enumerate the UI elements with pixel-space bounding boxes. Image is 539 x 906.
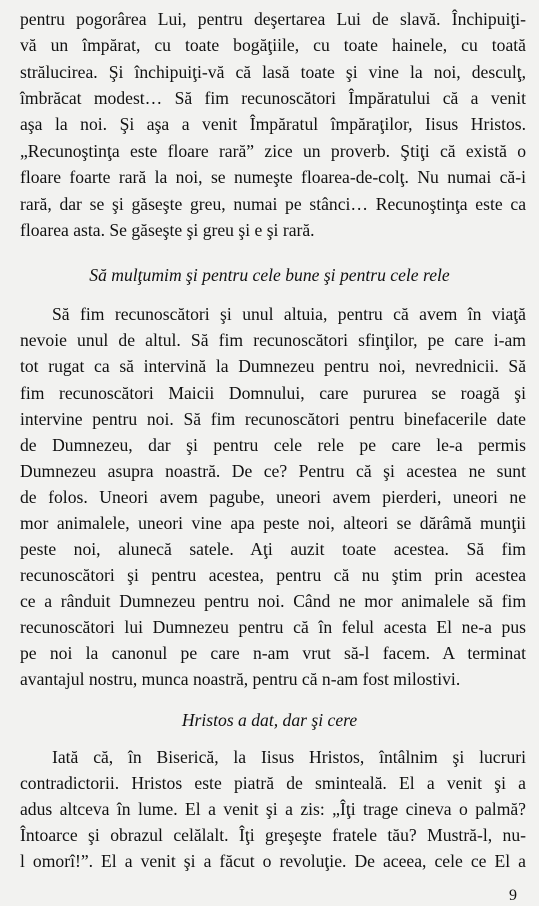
text-line: îmbrăcat modest… Să fim recunoscători Împăratului că a venit [20, 88, 526, 108]
text-line: floarea asta. Se găseşte şi greu şi e şi rară. [20, 220, 315, 240]
text-line: floare foarte rară la noi, se numeşte floarea-de-colţ. Nu numai că-i [20, 167, 526, 187]
text-line: intervine pentru noi. Să fim recunoscători pentru binefacerile date [20, 409, 526, 429]
section-heading: Hristos a dat, dar şi cere [181, 710, 358, 730]
section-heading: Să mulţumim şi pentru cele bune şi pentru cele rele [89, 265, 450, 285]
text-line: mor animalele, uneori vine apa peste noi, alteori se dărâmă munţii [20, 513, 526, 533]
text-line: adus altceva în lume. El a venit şi a zis: „Îţi trage cineva o palmă? [20, 799, 526, 819]
text-line: tot rugat ca să intervină la Dumnezeu pentru noi, nevrednicii. Să [20, 356, 526, 376]
text-line: Să fim recunoscători şi unul altuia, pentru că avem în viaţă [52, 304, 526, 324]
text-line: ce a rânduit Dumnezeu pentru noi. Când ne mor animalele să fim [20, 591, 526, 611]
text-line: vă un împărat, cu toate bogăţiile, cu toate hainele, cu toată [20, 35, 526, 55]
text-line: Dumnezeu asupra noastră. De ce? Pentru că şi acestea ne sunt [20, 461, 526, 481]
text-line: rară, dar se şi găseşte greu, numai pe stânci… Recunoştinţa este ca [20, 194, 526, 214]
text-line: Întoarce şi obrazul celălalt. Îţi greşeşte fratele tău? Mustră-l, nu- [20, 825, 526, 845]
text-line: de Dumnezeu, dar şi pentru cele rele pe care le-a permis [20, 435, 526, 455]
text-line: peste noi, alunecă satele. Aţi auzit toate acestea. Să fim [20, 539, 526, 559]
text-line: strălucirea. Şi închipuiţi-vă că lasă toate şi vine la noi, desculţ, [20, 62, 526, 82]
text-line: de folos. Uneori avem pagube, uneori avem pierderi, uneori ne [20, 487, 526, 507]
text-line: Iată că, în Biserică, la Iisus Hristos, întâlnim şi lucruri [52, 747, 526, 767]
text-line: pentru pogorârea Lui, pentru deşertarea Lui de slavă. Închipuiţi- [20, 9, 526, 29]
text-line: pe noi la canonul pe care n-am vrut să-l facem. A terminat [20, 643, 526, 663]
page-number: 9 [509, 887, 517, 904]
text-line: avantajul nostru, munca noastră, pentru că n-am fost milostivi. [20, 669, 461, 689]
text-line: l omorî!”. El a venit şi a făcut o revoluţie. De aceea, cele ce El a [20, 851, 526, 871]
text-line: nevoie unul de altul. Să fim recunoscători sfinţilor, pe care i-am [20, 330, 526, 350]
text-line: recunoscători lui Dumnezeu pentru că în felul acesta El ne-a pus [20, 617, 526, 637]
text-line: „Recunoştinţa este floare rară” zice un proverb. Ştiţi că există o [20, 141, 526, 161]
text-line: contradictorii. Hristos este piatră de sminteală. El a venit şi a [20, 773, 526, 793]
text-line: fim recunoscători Maicii Domnului, care pururea se roagă şi [20, 383, 526, 403]
text-line: aşa la noi. Şi aşa a venit Împăratul împăraţilor, Iisus Hristos. [20, 114, 526, 134]
text-line: recunoscători şi pentru acestea, pentru că nu ştim prin acestea [20, 565, 526, 585]
